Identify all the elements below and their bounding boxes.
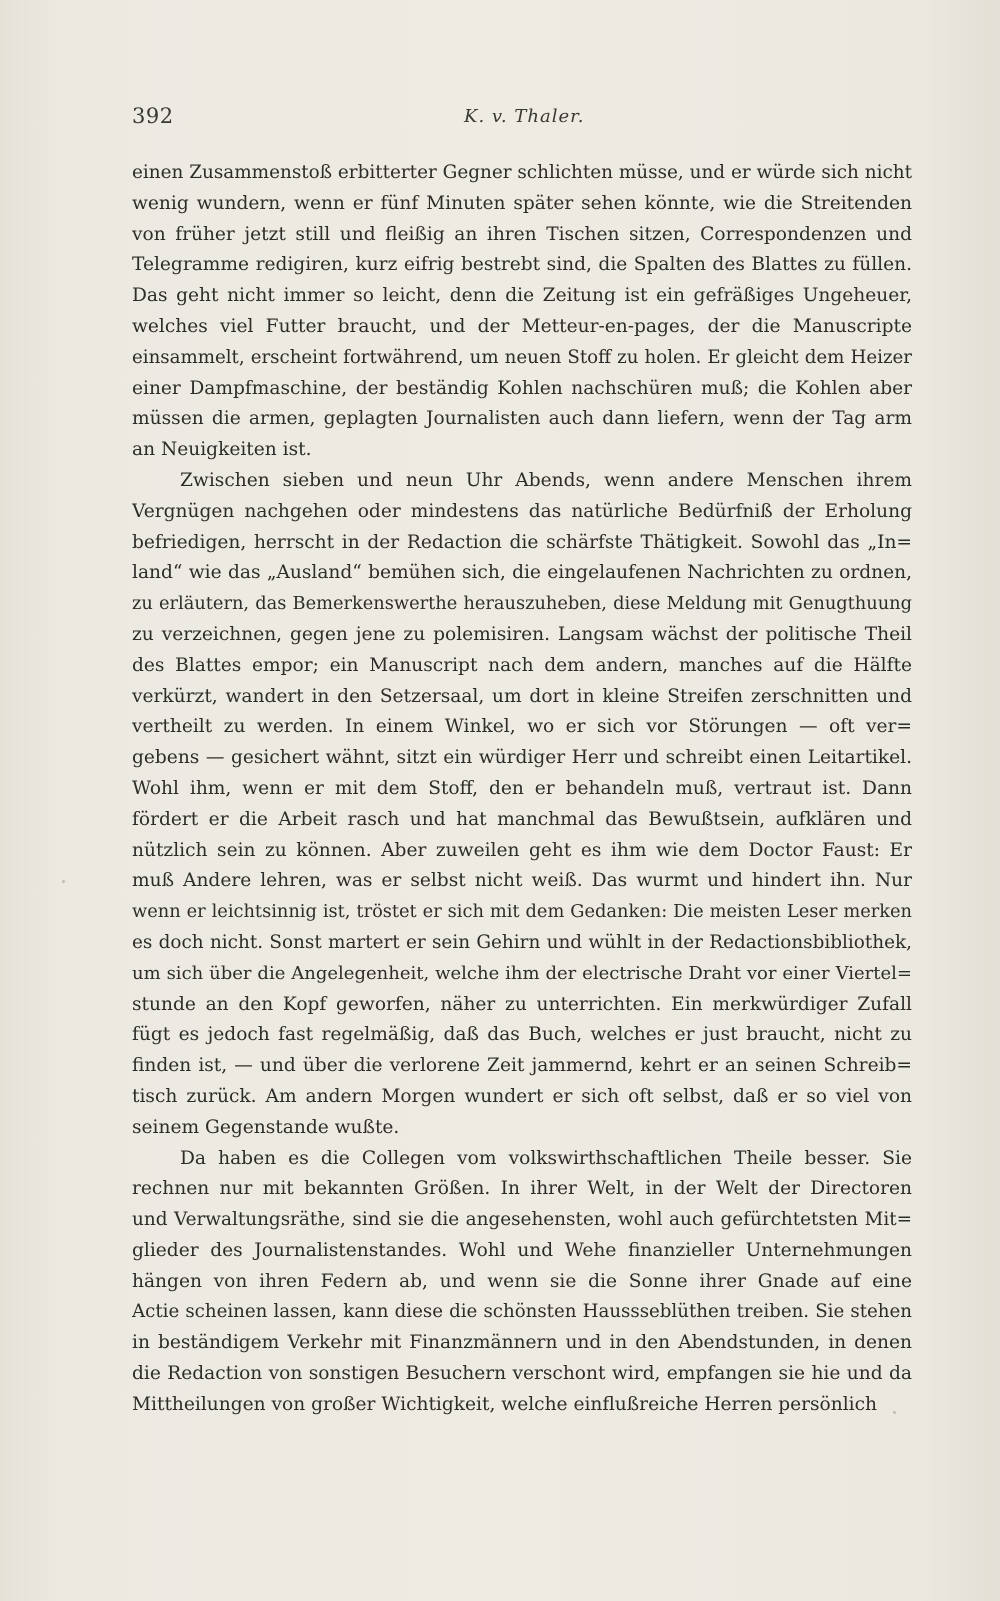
text-line: stunde an den Kopf geworfen, näher zu unterrichten. Ein merkwürdiger Zufall: [132, 993, 912, 1015]
text-line: in beständigem Verkehr mit Finanzmännern und in den Abendstunden, in denen: [132, 1332, 912, 1354]
text-line: einen Zusammenstoß erbitterter Gegner schlichten müsse, und er würde sich nicht: [132, 162, 912, 183]
text-line: an Neuigkeiten ist.: [132, 439, 312, 461]
body-text: [132, 158, 912, 1421]
text-line: des Blattes empor; ein Manuscript nach dem andern, manches auf die Hälfte: [132, 654, 912, 676]
paper-speck: [893, 1411, 896, 1414]
text-line: land“ wie das „Ausland“ bemühen sich, die eingelaufenen Nachrichten zu ordnen,: [132, 562, 912, 584]
text-line: wenig wundern, wenn er fünf Minuten später sehen könnte, wie die Streitenden: [132, 192, 912, 214]
text-line: hängen von ihren Federn ab, und wenn sie die Sonne ihrer Gnade auf eine: [132, 1270, 912, 1292]
text-line: fördert er die Arbeit rasch und hat manchmal das Bewußtsein, aufklären und: [132, 808, 912, 830]
text-line: Wohl ihm, wenn er mit dem Stoff, den er behandeln muß, vertraut ist. Dann: [132, 777, 912, 799]
text-line: einsammelt, erscheint fortwährend, um neuen Stoff zu holen. Er gleicht dem Heizer: [132, 346, 912, 368]
text-line: die Redaction von sonstigen Besuchern verschont wird, empfangen sie hie und da: [132, 1363, 912, 1385]
text-line: Actie scheinen lassen, kann diese die schönsten Haussseblüthen treiben. Sie stehen: [132, 1301, 912, 1323]
text-line: einer Dampfmaschine, der beständig Kohlen nachschüren muß; die Kohlen aber: [132, 377, 912, 399]
text-line: seinem Gegenstande wußte.: [132, 1116, 400, 1138]
text-line: von früher jetzt still und fleißig an ihren Tischen sitzen, Correspondenzen und: [132, 223, 912, 245]
text-line: zu verzeichnen, gegen jene zu polemisiren. Langsam wächst der politische Theil: [132, 623, 912, 645]
paper-speck: [62, 880, 65, 883]
text-line: Zwischen sieben und neun Uhr Abends, wenn andere Menschen ihrem: [180, 469, 912, 491]
running-title: K. v. Thaler.: [464, 106, 585, 127]
text-line: es doch nicht. Sonst martert er sein Gehirn und wühlt in der Redactionsbibliothek,: [132, 931, 912, 953]
text-line: glieder des Journalistenstandes. Wohl und Wehe finanzieller Unternehmungen: [132, 1239, 912, 1261]
text-line: und Verwaltungsräthe, sind sie die angesehensten, wohl auch gefürchtetsten Mit=: [132, 1209, 912, 1231]
text-line: welches viel Futter braucht, und der Metteur-en-pages, der die Manuscripte: [132, 315, 912, 337]
text-line: befriedigen, herrscht in der Redaction die schärfste Thätigkeit. Sowohl das „In=: [132, 531, 912, 553]
text-line: um sich über die Angelegenheit, welche ihm der electrische Draht vor einer Viertel=: [132, 962, 912, 984]
text-line: zu erläutern, das Bemerkenswerthe herauszuheben, diese Meldung mit Genugthuung: [132, 593, 912, 615]
paragraph: [132, 158, 912, 466]
text-line: finden ist, — und über die verlorene Zeit jammernd, kehrt er an seinen Schreib=: [132, 1055, 912, 1077]
text-line: Telegramme redigiren, kurz eifrig bestrebt sind, die Spalten des Blattes zu füllen.: [132, 254, 912, 276]
text-line: Da haben es die Collegen vom volkswirthschaftlichen Theile besser. Sie: [180, 1147, 912, 1169]
text-line: muß Andere lehren, was er selbst nicht weiß. Das wurmt und hindert ihn. Nur: [132, 870, 912, 892]
text-line: wenn er leichtsinnig ist, tröstet er sich mit dem Gedanken: Die meisten Leser merken: [132, 901, 912, 923]
page-number: 392: [132, 104, 174, 128]
text-line: Mittheilungen von großer Wichtigkeit, welche einflußreiche Herren persönlich: [132, 1393, 877, 1415]
running-head: [132, 104, 912, 134]
text-line: tisch zurück. Am andern Morgen wundert er sich oft selbst, daß er so viel von: [132, 1085, 912, 1107]
text-line: Das geht nicht immer so leicht, denn die Zeitung ist ein gefräßiges Ungeheuer,: [132, 285, 912, 307]
text-line: verkürzt, wandert in den Setzersaal, um dort in kleine Streifen zerschnitten und: [132, 685, 912, 707]
text-line: rechnen nur mit bekannten Größen. In ihrer Welt, in der Welt der Directoren: [132, 1178, 912, 1200]
text-line: fügt es jedoch fast regelmäßig, daß das Buch, welches er just braucht, nicht zu: [132, 1024, 912, 1046]
text-line: gebens — gesichert wähnt, sitzt ein würdiger Herr und schreibt einen Leitartikel.: [132, 747, 912, 769]
text-line: vertheilt zu werden. In einem Winkel, wo er sich vor Störungen — oft ver=: [132, 716, 912, 738]
paragraph: [132, 466, 912, 1144]
text-line: müssen die armen, geplagten Journalisten auch dann liefern, wenn der Tag arm: [132, 408, 912, 430]
paragraph: [132, 1144, 912, 1421]
text-line: nützlich sein zu können. Aber zuweilen geht es ihm wie dem Doctor Faust: Er: [132, 839, 912, 861]
text-line: Vergnügen nachgehen oder mindestens das natürliche Bedürfniß der Erholung: [132, 500, 912, 522]
